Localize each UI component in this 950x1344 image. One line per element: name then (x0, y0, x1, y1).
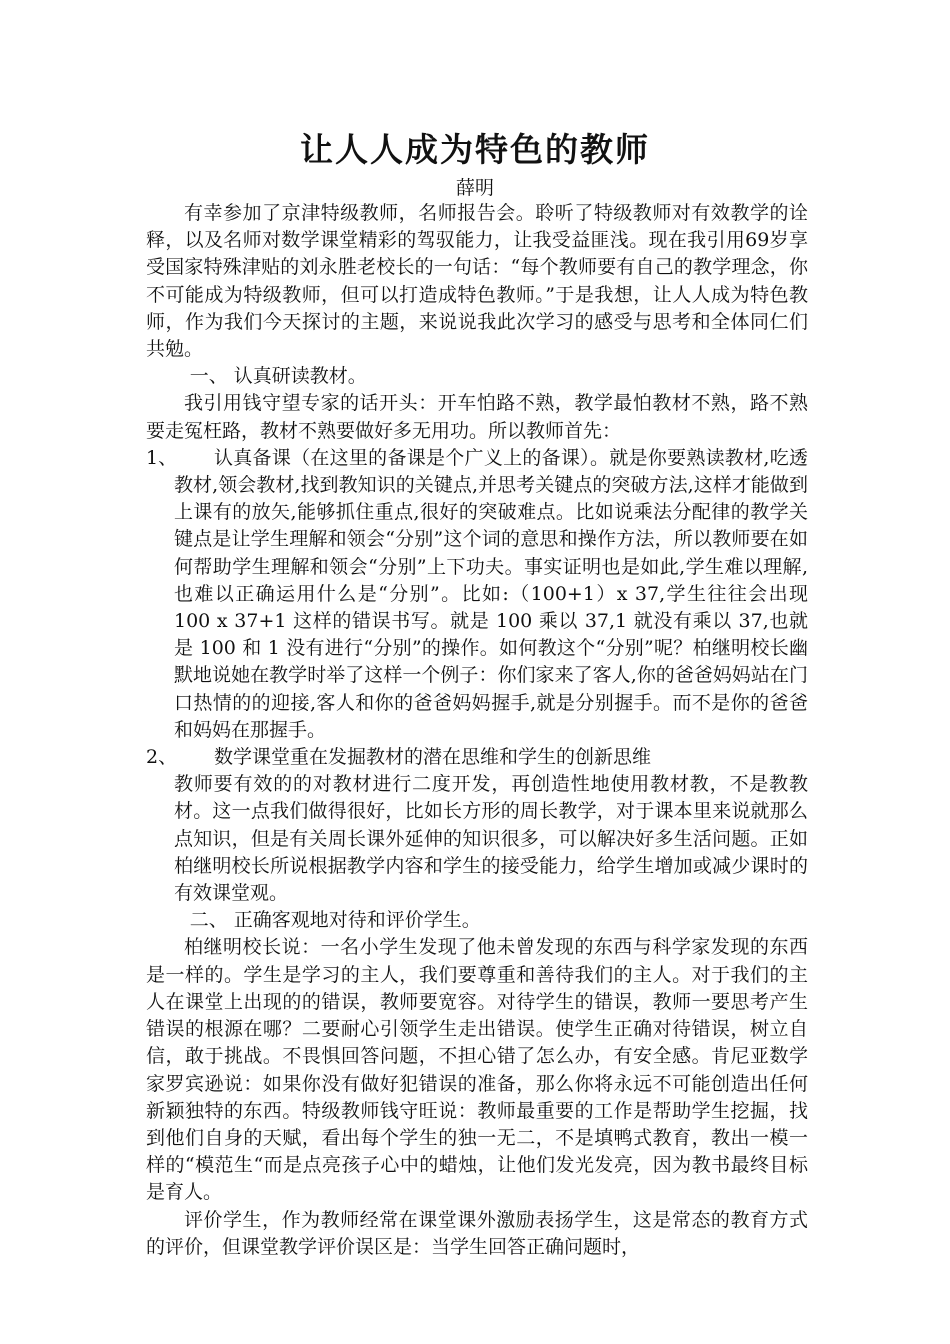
list-item-2-text: 数学课堂重在发掘教材的潜在思维和学生的创新思维 (214, 746, 652, 769)
list-item-1 (146, 445, 808, 744)
list-item-1-number: 1、 (146, 446, 178, 469)
document-body (146, 200, 808, 1261)
section-2-paragraph-2: 评价学生，作为教师经常在课堂课外激励表扬学生，这是常态的教育方式的评价，但课堂教学评价误区是：当学生回答正确问题时， (146, 1208, 808, 1258)
intro-paragraph: 有幸参加了京津特级教师，名师报告会。聆听了特级教师对有效教学的诠释，以及名师对数学课堂精彩的驾驭能力，让我受益匪浅。现在我引用69岁享受国家特殊津贴的刘永胜老校长的一句话：“每个教师要有自己的教学理念，你不可能成为特级教师，但可以打造成特色教师。”于是我想，让人人成为特色教师，作为我们今天探讨的主题，来说说我此次学习的感受与思考和全体同仁们共勉。 (146, 202, 808, 361)
list-item-2-detail: 教师要有效的的对教材进行二度开发，再创造性地使用教材教，不是教教材。这一点我们做得很好，比如长方形的周长教学，对于课本里来说就那么点知识，但是有关周长课外延伸的知识很多，可以解决好多生活问题。正如柏继明校长所说根据教学内容和学生的接受能力，给学生增加或减少课时的有效课堂观。 (174, 773, 808, 905)
section-1-heading: 一、 认真研读教材。 (189, 365, 367, 388)
list-item-1-text: 认真备课（在这里的备课是个广义上的备课）。就是你要熟读教材,吃透教材,领会教材,找到教知识的关键点,并思考关键点的突破方法,这样才能做到上课有的放矢,能够抓住重点,很好的突破难点。比如说乘法分配律的教学关键点是让学生理解和领会“分别”这个词的意思和操作方法，所以教师要在如何帮助学生理解和领会“分别”上下功夫。事实证明也是如此,学生难以理解,也难以正确运用什么是“分别”。比如:（100+1）x 37,学生往往会出现 100 x 37+1 这样的错误书写。就是 100 乘以 37,1 就没有乘以 37,也就是 100 和 1 没有进行“分别”的操作。如何教这个“分别”呢？柏继明校长幽默地说她在教学时举了这样一个例子：你们家来了客人,你的爸爸妈妈站在门口热情的的迎接,客人和你的爸爸妈妈握手,就是分别握手。而不是你的爸爸和妈妈在那握手。 (174, 446, 808, 741)
section-2-heading: 二、 正确客观地对待和评价学生。 (189, 909, 481, 932)
list-item-2-number: 2、 (146, 746, 178, 769)
section-2-paragraph-1: 柏继明校长说：一名小学生发现了他未曾发现的东西与科学家发现的东西是一样的。学生是学习的主人，我们要尊重和善待我们的主人。对于我们的主人在课堂上出现的的错误，教师要宽容。对待学生的错误，教师一要思考产生错误的根源在哪？二要耐心引领学生走出错误。使学生正确对待错误，树立自信，敢于挑战。不畏惧回答问题，不担心错了怎么办，有安全感。肯尼亚数学家罗宾逊说：如果你没有做好犯错误的准备，那么你将永远不可能创造出任何新颖独特的东西。特级教师钱守旺说：教师最重要的工作是帮助学生挖掘，找到他们自身的天赋，看出每个学生的独一无二，不是填鸭式教育，教出一模一样的“模范生“而是点亮孩子心中的蜡烛，让他们发光发亮，因为教书最终目标是育人。 (146, 936, 808, 1204)
section-1-lead: 我引用钱守望专家的话开头：开车怕路不熟，教学最怕教材不熟，路不熟要走冤枉路，教材不熟要做好多无用功。所以教师首先： (146, 392, 808, 442)
document-author: 薛明 (455, 177, 494, 199)
document-title: 让人人成为特色的教师 (300, 130, 650, 169)
list-item-2 (146, 744, 808, 771)
